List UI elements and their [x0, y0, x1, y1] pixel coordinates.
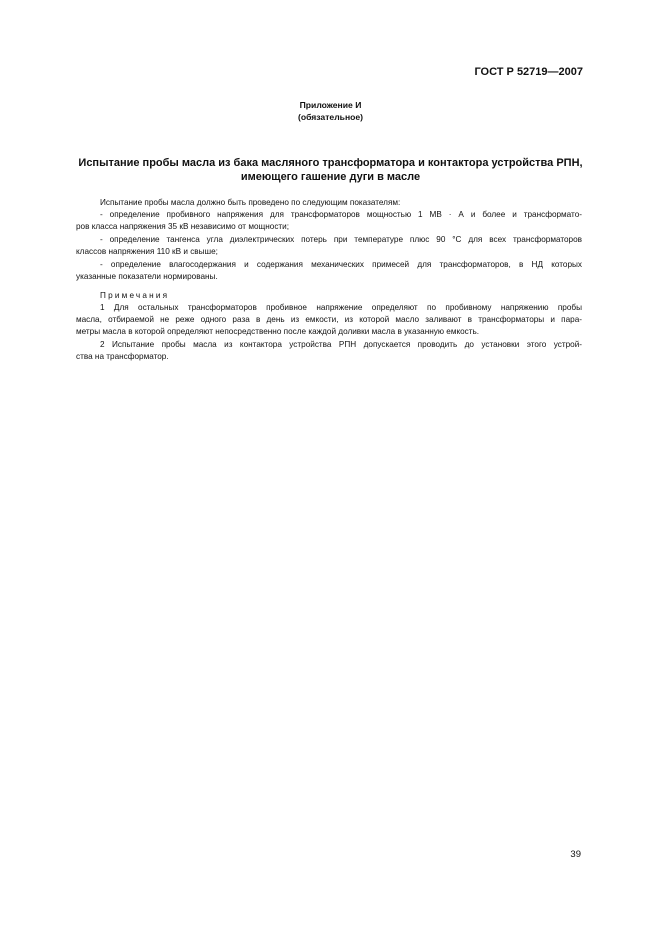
note-line: ства на трансформатор. — [76, 352, 169, 361]
body-line: - определение тангенса угла диэлектрических потерь при температуре плюс 90 °С для всех трансформаторов — [100, 235, 582, 244]
body-line: указанные показатели нормированы. — [76, 272, 218, 281]
body-line: ров класса напряжения 35 кВ независимо от мощности; — [76, 222, 290, 231]
note-line: 2 Испытание пробы масла из контактора устройства РПН допускается проводить до установки этого устрой- — [100, 340, 582, 349]
annex-title: Приложение И — [299, 100, 362, 110]
document-code: ГОСТ Р 52719—2007 — [474, 66, 583, 78]
body-line: - определение влагосодержания и содержания механических примесей для трансформаторов, в НД которых — [100, 260, 582, 269]
note-line: 1 Для остальных трансформаторов пробивное напряжение определяют по пробивному напряжению пробы — [100, 303, 582, 312]
section-heading-line-2: имеющего гашение дуги в масле — [240, 171, 421, 183]
body-line: - определение пробивного напряжения для трансформаторов мощностью 1 МВ · А и более и трансформато- — [100, 210, 582, 219]
body-line: Испытание пробы масла должно быть проведено по следующим показателям: — [100, 198, 401, 207]
section-heading-line-1: Испытание пробы масла из бака масляного трансформатора и контактора устройства РПН, — [78, 157, 583, 169]
notes-label: Примечания — [100, 291, 170, 300]
annex-status: (обязательное) — [297, 112, 364, 122]
note-line: метры масла в которой определяют непосредственно после каждой доливки масла в указанную емкость. — [76, 327, 480, 336]
page-number: 39 — [570, 849, 581, 860]
body-line: классов напряжения 110 кВ и свыше; — [76, 247, 218, 256]
note-line: масла, отбираемой не реже одного раза в день из емкости, из которой масло заливают в трансформаторы и пара- — [76, 315, 582, 324]
